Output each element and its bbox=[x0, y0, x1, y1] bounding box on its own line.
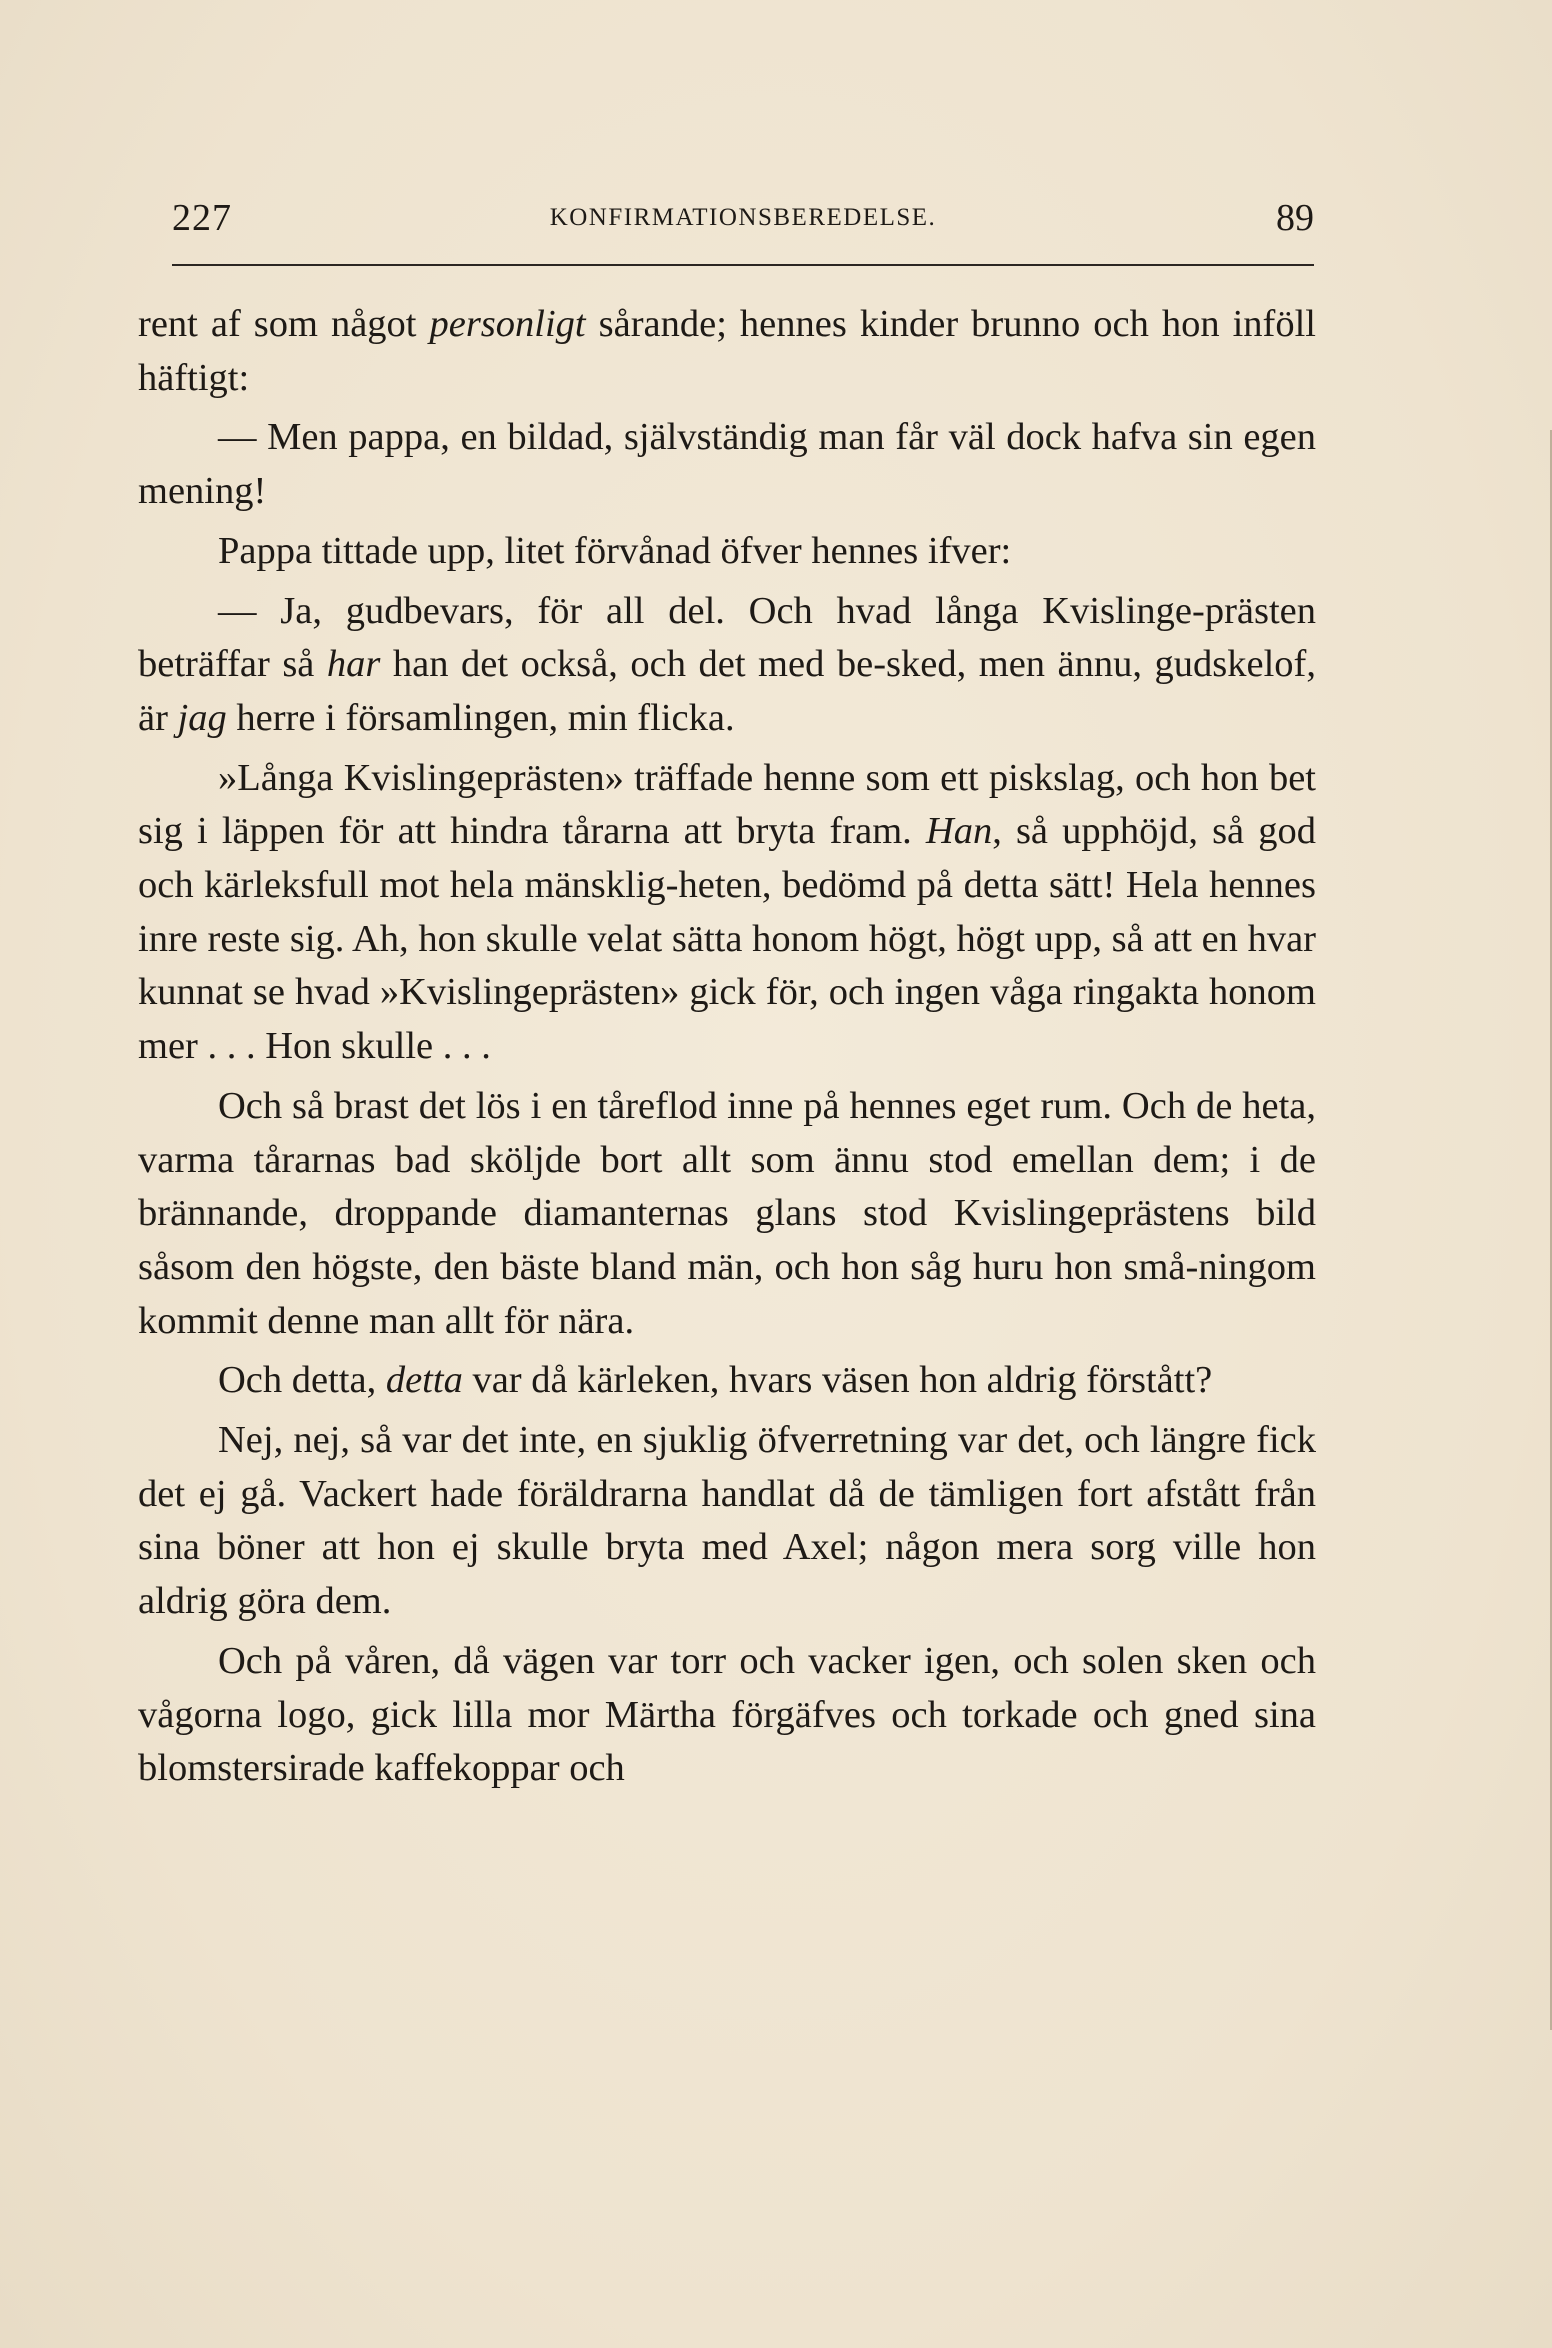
paragraph bbox=[138, 1080, 1316, 1349]
paragraph bbox=[138, 1635, 1316, 1796]
text-run: — Men pappa, en bildad, självständig man får väl dock hafva sin egen mening! bbox=[138, 416, 1316, 513]
text-run: Pappa tittade upp, litet förvånad öfver hennes ifver: bbox=[218, 529, 1012, 572]
text-run: Och detta, bbox=[218, 1359, 386, 1402]
italic-run: Han bbox=[925, 810, 993, 853]
page-number-right: 89 bbox=[1276, 197, 1314, 239]
paragraph bbox=[138, 298, 1316, 405]
text-run: — Ja, gudbevars, för all del. Och hvad långa Kvislinge-prästen beträffar så bbox=[138, 589, 1316, 686]
italic-run: har bbox=[326, 643, 381, 686]
running-title: KONFIRMATIONSBEREDELSE. bbox=[549, 204, 937, 231]
paragraph bbox=[138, 585, 1316, 746]
italic-run: jag bbox=[177, 696, 227, 739]
text-run: Nej, nej, så var det inte, en sjuklig öfverretning var det, och längre fick det ej gå. Vackert hade föräldrarna handlat då de tämligen fort afstått från sina böner att hon ej skulle bryta med Axel; någon mera sorg ville hon aldrig göra dem. bbox=[138, 1419, 1316, 1623]
header-rule bbox=[172, 264, 1314, 266]
text-run: herre i församlingen, min flicka. bbox=[226, 696, 735, 739]
paragraph bbox=[138, 525, 1316, 579]
text-run: var då kärleken, hvars väsen hon aldrig förstått? bbox=[462, 1359, 1213, 1402]
page-number-left: 227 bbox=[172, 197, 232, 239]
text-run: Och på våren, då vägen var torr och vacker igen, och solen sken och vågorna logo, gick lilla mor Märtha förgäfves och torkade och gned sina blomstersirade kaffekoppar och bbox=[138, 1639, 1316, 1790]
text-run: han det också, och det med be-sked, men ännu, gudskelof, är bbox=[138, 643, 1316, 739]
body-text bbox=[138, 298, 1316, 1796]
italic-run: personligt bbox=[429, 303, 586, 345]
italic-run: detta bbox=[385, 1359, 463, 1402]
paragraph bbox=[138, 1414, 1316, 1629]
text-run: »Långa Kvislingeprästen» träffade henne som ett piskslag, och hon bet sig i läppen för att hindra tårarna att bryta fram. bbox=[138, 756, 1316, 853]
text-run: rent af som något bbox=[138, 303, 430, 345]
text-run: sårande; hennes kinder brunno och hon inföll häftigt: bbox=[138, 303, 1316, 399]
paragraph bbox=[138, 1354, 1316, 1408]
paragraph bbox=[138, 411, 1316, 518]
text-run: Och så brast det lös i en tåreflod inne på hennes eget rum. Och de heta, varma tårarnas bad sköljde bort allt som ännu stod emellan dem; i de brännande, droppande diamanternas glans stod Kvislingeprästens bild såsom den högste, den bäste bland män, och hon såg huru hon små-ningom kommit denne man allt för nära. bbox=[138, 1084, 1316, 1342]
page-header bbox=[172, 196, 1314, 248]
text-run: , så upphöjd, så god och kärleksfull mot hela mänsklig-heten, bedömd på detta sätt! Hela hennes inre reste sig. Ah, hon skulle velat sätta honom högt, högt upp, så att en hvar kunnat se hvad »Kvislingeprästen» gick för, och ingen våga ringakta honom mer . . . Hon skulle . . . bbox=[138, 810, 1317, 1068]
paragraph bbox=[138, 752, 1316, 1074]
